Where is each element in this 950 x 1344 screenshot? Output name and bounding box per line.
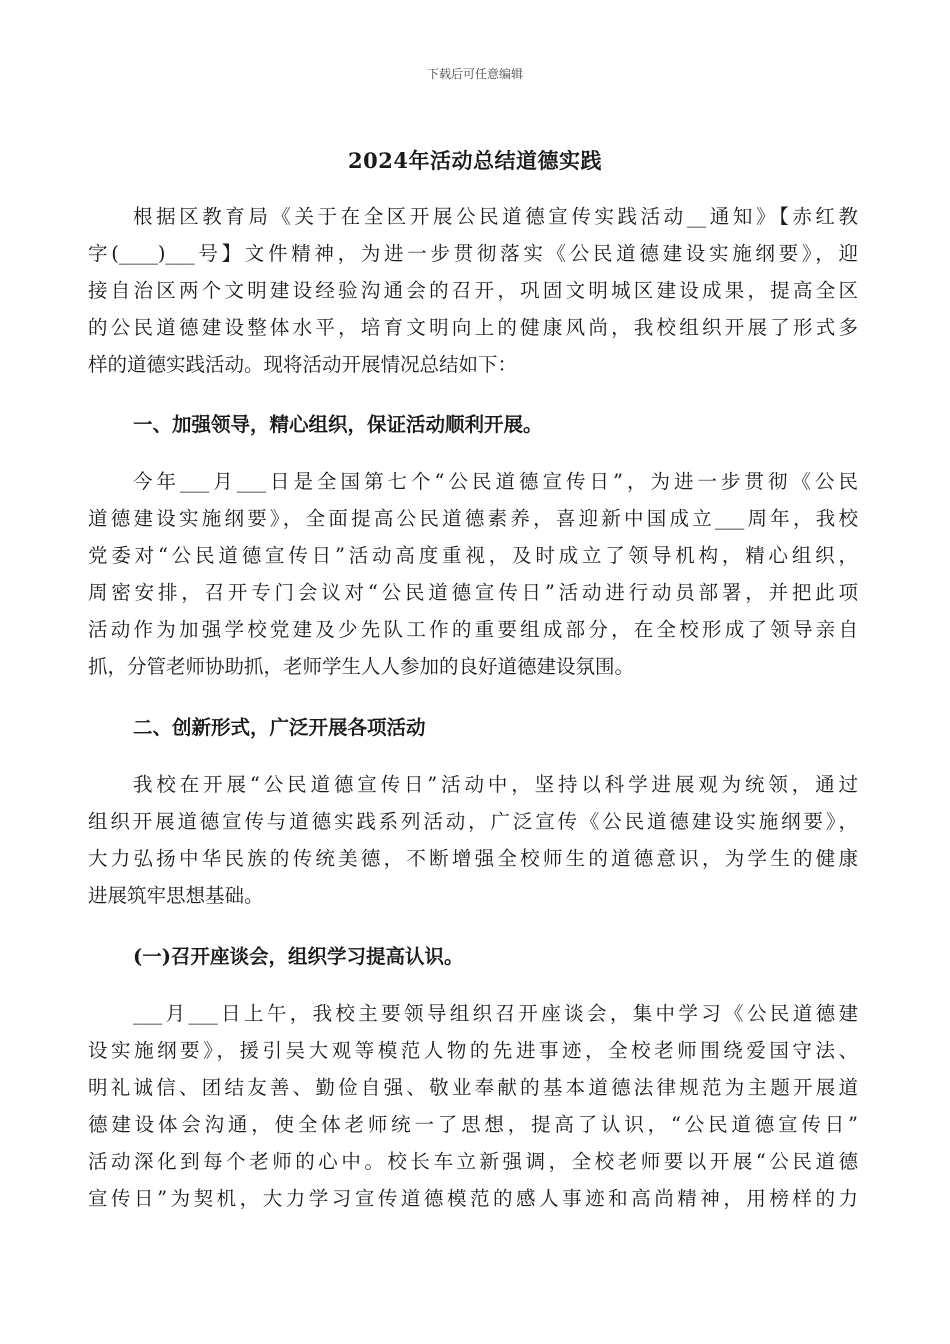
subsection-heading-1 xyxy=(88,938,858,975)
paragraph-line: 大力弘扬中华民族的传统美德，不断增强全校师生的道德意识，为学生的健康 xyxy=(88,847,858,870)
paragraph-line: 宣传日”为契机，大力学习宣传道德模范的感人事迹和高尚精神，用榜样的力 xyxy=(88,1187,858,1210)
paragraph-line: 我校在开展“公民道德宣传日”活动中，坚持以科学进展观为统领，通过 xyxy=(133,773,858,796)
paragraph-line: 道德建设实施纲要》，全面提高公民道德素养，喜迎新中国成立___周年，我校 xyxy=(88,507,858,530)
paragraph-section-2 xyxy=(88,766,858,914)
paragraph-line: ___月___日上午，我校主要领导组织召开座谈会，集中学习《公民道德建 xyxy=(133,1002,858,1025)
paragraph-line: 活动作为加强学校党建及少先队工作的重要组成部分，在全校形成了领导亲自 xyxy=(88,618,858,641)
paragraph-subsection-1 xyxy=(88,995,858,1217)
paragraph-line: 设实施纲要》，援引吴大观等模范人物的先进事迹，全校老师围绕爱国守法、 xyxy=(88,1039,858,1062)
paragraph-line: 德建设体会沟通，使全体老师统一了思想，提高了认识，“公民道德宣传日” xyxy=(88,1113,858,1136)
paragraph-line: 今年___月___日是全国第七个“公民道德宣传日”，为进一步贯彻《公民 xyxy=(133,470,858,493)
heading-text: (一)召开座谈会，组织学习提高认识。 xyxy=(133,945,464,968)
document-title: 2024年活动总结道德实践 xyxy=(348,148,602,173)
paragraph-intro xyxy=(88,198,858,383)
paragraph-line: 的公民道德建设整体水平，培育文明向上的健康风尚，我校组织开展了形式多 xyxy=(88,316,858,339)
paragraph-line: 接自治区两个文明建设经验沟通会的召开，巩固文明城区建设成果，提高全区 xyxy=(88,279,858,302)
paragraph-line: 根据区教育局《关于在全区开展公民道德宣传实践活动__通知》【赤红教 xyxy=(133,205,858,228)
paragraph-section-1 xyxy=(88,463,858,685)
paragraph-line: 明礼诚信、团结友善、勤俭自强、敬业奉献的基本道德法律规范为主题开展道 xyxy=(88,1076,858,1099)
section-heading-1 xyxy=(88,406,858,443)
paragraph-line: 样的道德实践活动。现将活动开展情况总结如下： xyxy=(88,353,518,376)
paragraph-line: 进展筑牢思想基础。 xyxy=(88,884,264,907)
paragraph-line: 党委对“公民道德宣传日”活动高度重视，及时成立了领导机构，精心组织， xyxy=(88,544,858,567)
paragraph-line: 抓，分管老师协助抓，老师学生人人参加的良好道德建设氛围。 xyxy=(88,655,635,678)
paragraph-line: 活动深化到每个老师的心中。校长车立新强调，全校老师要以开展“公民道德 xyxy=(88,1150,858,1173)
paragraph-line: 周密安排，召开专门会议对“公民道德宣传日”活动进行动员部署，并把此项 xyxy=(88,581,858,604)
paragraph-line: 字(____)___号】文件精神，为进一步贯彻落实《公民道德建设实施纲要》，迎 xyxy=(88,242,858,265)
heading-text: 一、加强领导，精心组织，保证活动顺利开展。 xyxy=(133,413,543,436)
heading-text: 二、创新形式，广泛开展各项活动 xyxy=(133,716,426,739)
paragraph-line: 组织开展道德宣传与道德实践系列活动，广泛宣传《公民道德建设实施纲要》， xyxy=(88,810,858,833)
header-note: 下载后可任意编辑 xyxy=(426,67,523,81)
section-heading-2 xyxy=(88,709,858,746)
